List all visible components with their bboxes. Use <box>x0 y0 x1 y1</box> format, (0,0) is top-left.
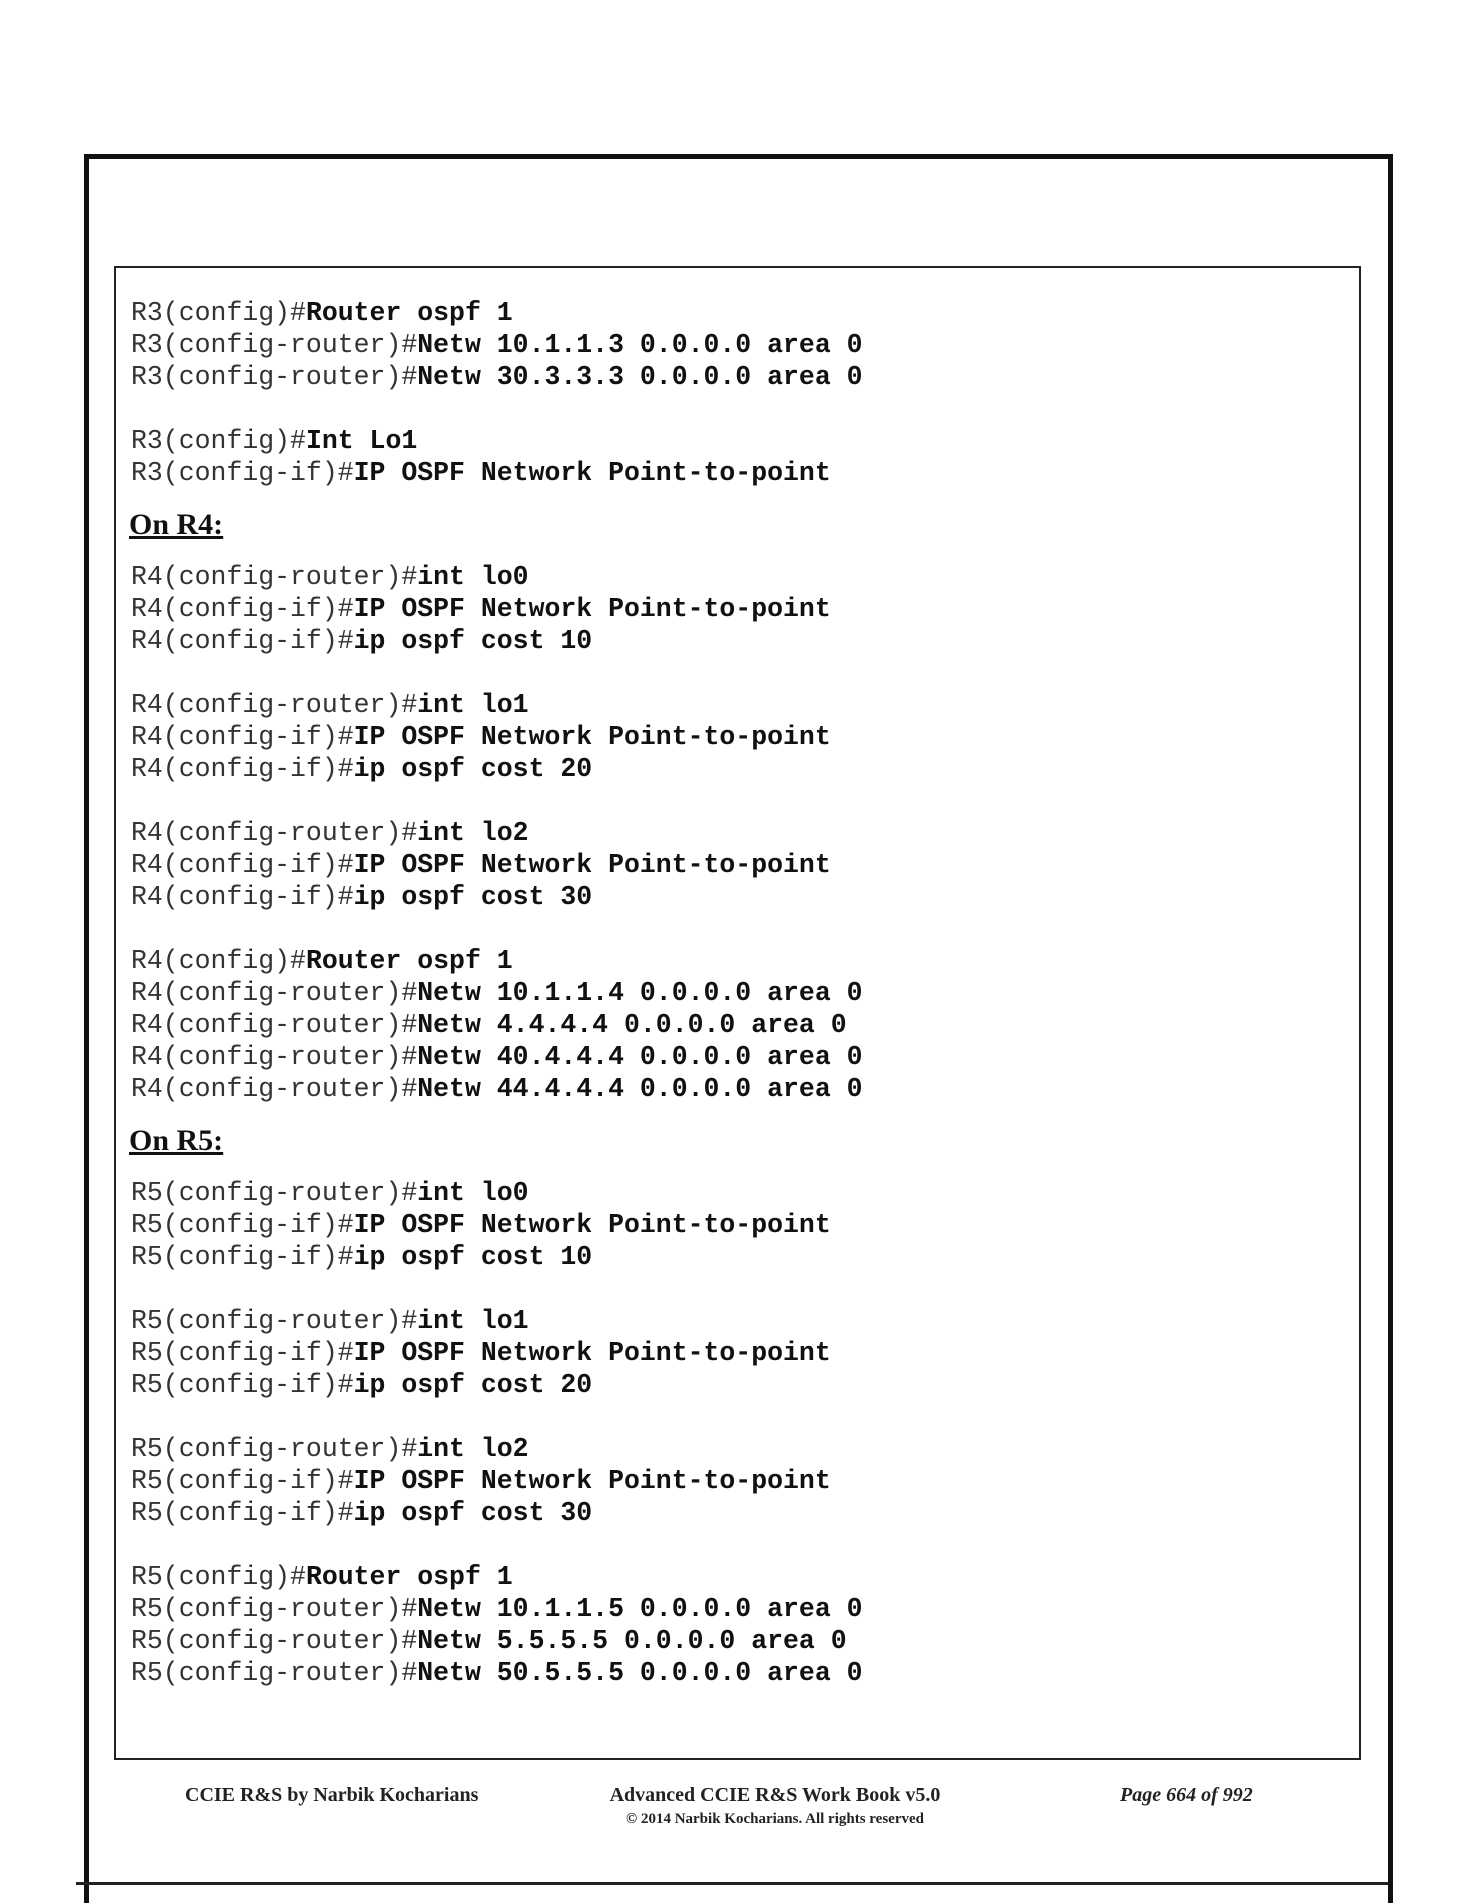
config-line <box>131 1041 1331 1073</box>
config-line <box>131 1209 1331 1241</box>
config-command: ip ospf cost 10 <box>353 1242 593 1272</box>
config-prompt: R5(config-if)# <box>131 1338 354 1368</box>
section-r4 <box>131 561 1331 1105</box>
config-command: int lo0 <box>417 562 529 592</box>
config-prompt: R4(config-router)# <box>131 690 418 720</box>
config-line <box>131 1073 1331 1105</box>
heading-r4: On R4: <box>129 508 224 541</box>
config-prompt: R4(config-if)# <box>131 594 354 624</box>
config-command: IP OSPF Network Point-to-point <box>353 1210 831 1240</box>
config-command: int lo2 <box>417 1434 529 1464</box>
block-gap <box>131 913 1331 945</box>
config-prompt: R5(config-router)# <box>131 1594 418 1624</box>
config-command: Router ospf 1 <box>305 1562 513 1592</box>
config-command: Int Lo1 <box>305 426 418 456</box>
config-line <box>131 1009 1331 1041</box>
config-prompt: R3(config-router)# <box>131 362 418 392</box>
config-line <box>131 1177 1331 1209</box>
block-gap <box>131 785 1331 817</box>
config-command: int lo0 <box>417 1178 529 1208</box>
footer-page-number: Page 664 of 992 <box>1120 1784 1253 1806</box>
config-prompt: R4(config-router)# <box>131 1074 418 1104</box>
config-line <box>131 1657 1331 1689</box>
config-command: int lo1 <box>417 690 529 720</box>
config-command: IP OSPF Network Point-to-point <box>353 1338 831 1368</box>
config-prompt: R5(config-router)# <box>131 1434 418 1464</box>
config-prompt: R3(config-if)# <box>131 458 354 488</box>
config-line <box>131 945 1331 977</box>
config-line <box>131 297 1331 329</box>
config-line <box>131 1497 1331 1529</box>
config-command: Netw 10.1.1.4 0.0.0.0 area 0 <box>417 978 863 1008</box>
config-command: Netw 10.1.1.5 0.0.0.0 area 0 <box>417 1594 863 1624</box>
config-prompt: R5(config-if)# <box>131 1466 354 1496</box>
config-command: IP OSPF Network Point-to-point <box>353 1466 831 1496</box>
footer-book <box>570 1784 980 1828</box>
config-prompt: R5(config-router)# <box>131 1658 418 1688</box>
config-line <box>131 1305 1331 1337</box>
config-line <box>131 721 1331 753</box>
block-gap <box>131 657 1331 689</box>
config-line <box>131 849 1331 881</box>
config-command: IP OSPF Network Point-to-point <box>353 722 831 752</box>
config-line <box>131 1433 1331 1465</box>
config-command: Netw 30.3.3.3 0.0.0.0 area 0 <box>417 362 863 392</box>
config-prompt: R4(config-router)# <box>131 1010 418 1040</box>
config-line <box>131 425 1331 457</box>
config-line <box>131 881 1331 913</box>
config-command: Netw 5.5.5.5 0.0.0.0 area 0 <box>417 1626 847 1656</box>
config-line <box>131 561 1331 593</box>
config-command: int lo2 <box>417 818 529 848</box>
config-line <box>131 457 1331 489</box>
block-gap <box>131 393 1331 425</box>
config-command: int lo1 <box>417 1306 529 1336</box>
block-gap <box>131 1401 1331 1433</box>
config-prompt: R5(config-router)# <box>131 1178 418 1208</box>
footer-author: CCIE R&S by Narbik Kocharians <box>185 1784 479 1806</box>
config-prompt: R5(config-if)# <box>131 1370 354 1400</box>
footer-book-title: Advanced CCIE R&S Work Book v5.0 <box>609 1784 941 1806</box>
config-line <box>131 1593 1331 1625</box>
config-prompt: R4(config-router)# <box>131 562 418 592</box>
config-prompt: R5(config-router)# <box>131 1626 418 1656</box>
config-line <box>131 1369 1331 1401</box>
config-prompt: R3(config)# <box>131 426 306 456</box>
config-command: Netw 40.4.4.4 0.0.0.0 area 0 <box>417 1042 863 1072</box>
config-prompt: R4(config-if)# <box>131 754 354 784</box>
config-line <box>131 689 1331 721</box>
config-command: ip ospf cost 20 <box>353 1370 593 1400</box>
config-line <box>131 593 1331 625</box>
footer-copyright: © 2014 Narbik Kocharians. All rights reserved <box>625 1811 924 1827</box>
code-content <box>131 297 1331 1689</box>
config-command: ip ospf cost 10 <box>353 626 593 656</box>
config-command: Netw 44.4.4.4 0.0.0.0 area 0 <box>417 1074 863 1104</box>
config-line <box>131 329 1331 361</box>
config-line <box>131 1241 1331 1273</box>
config-prompt: R4(config-router)# <box>131 818 418 848</box>
section-r5 <box>131 1177 1331 1689</box>
config-command: ip ospf cost 30 <box>353 882 593 912</box>
config-prompt: R4(config-if)# <box>131 882 354 912</box>
config-prompt: R4(config-if)# <box>131 626 354 656</box>
config-command: ip ospf cost 20 <box>353 754 593 784</box>
config-line <box>131 1625 1331 1657</box>
config-command: Netw 4.4.4.4 0.0.0.0 area 0 <box>417 1010 847 1040</box>
config-command: ip ospf cost 30 <box>353 1498 593 1528</box>
config-line <box>131 361 1331 393</box>
config-prompt: R5(config-if)# <box>131 1242 354 1272</box>
config-command: Router ospf 1 <box>305 298 513 328</box>
config-command: Netw 10.1.1.3 0.0.0.0 area 0 <box>417 330 863 360</box>
config-line <box>131 1561 1331 1593</box>
config-prompt: R4(config-if)# <box>131 850 354 880</box>
config-line <box>131 1337 1331 1369</box>
config-line <box>131 625 1331 657</box>
config-prompt: R4(config-router)# <box>131 978 418 1008</box>
config-line <box>131 753 1331 785</box>
config-command: Router ospf 1 <box>305 946 513 976</box>
config-line <box>131 977 1331 1009</box>
config-prompt: R3(config-router)# <box>131 330 418 360</box>
config-prompt: R4(config)# <box>131 946 306 976</box>
heading-r5: On R5: <box>129 1124 224 1157</box>
config-prompt: R5(config-if)# <box>131 1210 354 1240</box>
config-line <box>131 817 1331 849</box>
config-command: IP OSPF Network Point-to-point <box>353 458 831 488</box>
block-gap <box>131 1273 1331 1305</box>
config-line <box>131 1465 1331 1497</box>
block-gap <box>131 1529 1331 1561</box>
config-prompt: R5(config-router)# <box>131 1306 418 1336</box>
config-prompt: R4(config-router)# <box>131 1042 418 1072</box>
section-r3 <box>131 297 1331 489</box>
config-prompt: R5(config-if)# <box>131 1498 354 1528</box>
config-prompt: R5(config)# <box>131 1562 306 1592</box>
config-prompt: R3(config)# <box>131 298 306 328</box>
page-frame-bottom-rule <box>76 1882 1388 1885</box>
config-command: IP OSPF Network Point-to-point <box>353 850 831 880</box>
config-command: Netw 50.5.5.5 0.0.0.0 area 0 <box>417 1658 863 1688</box>
config-command: IP OSPF Network Point-to-point <box>353 594 831 624</box>
config-prompt: R4(config-if)# <box>131 722 354 752</box>
